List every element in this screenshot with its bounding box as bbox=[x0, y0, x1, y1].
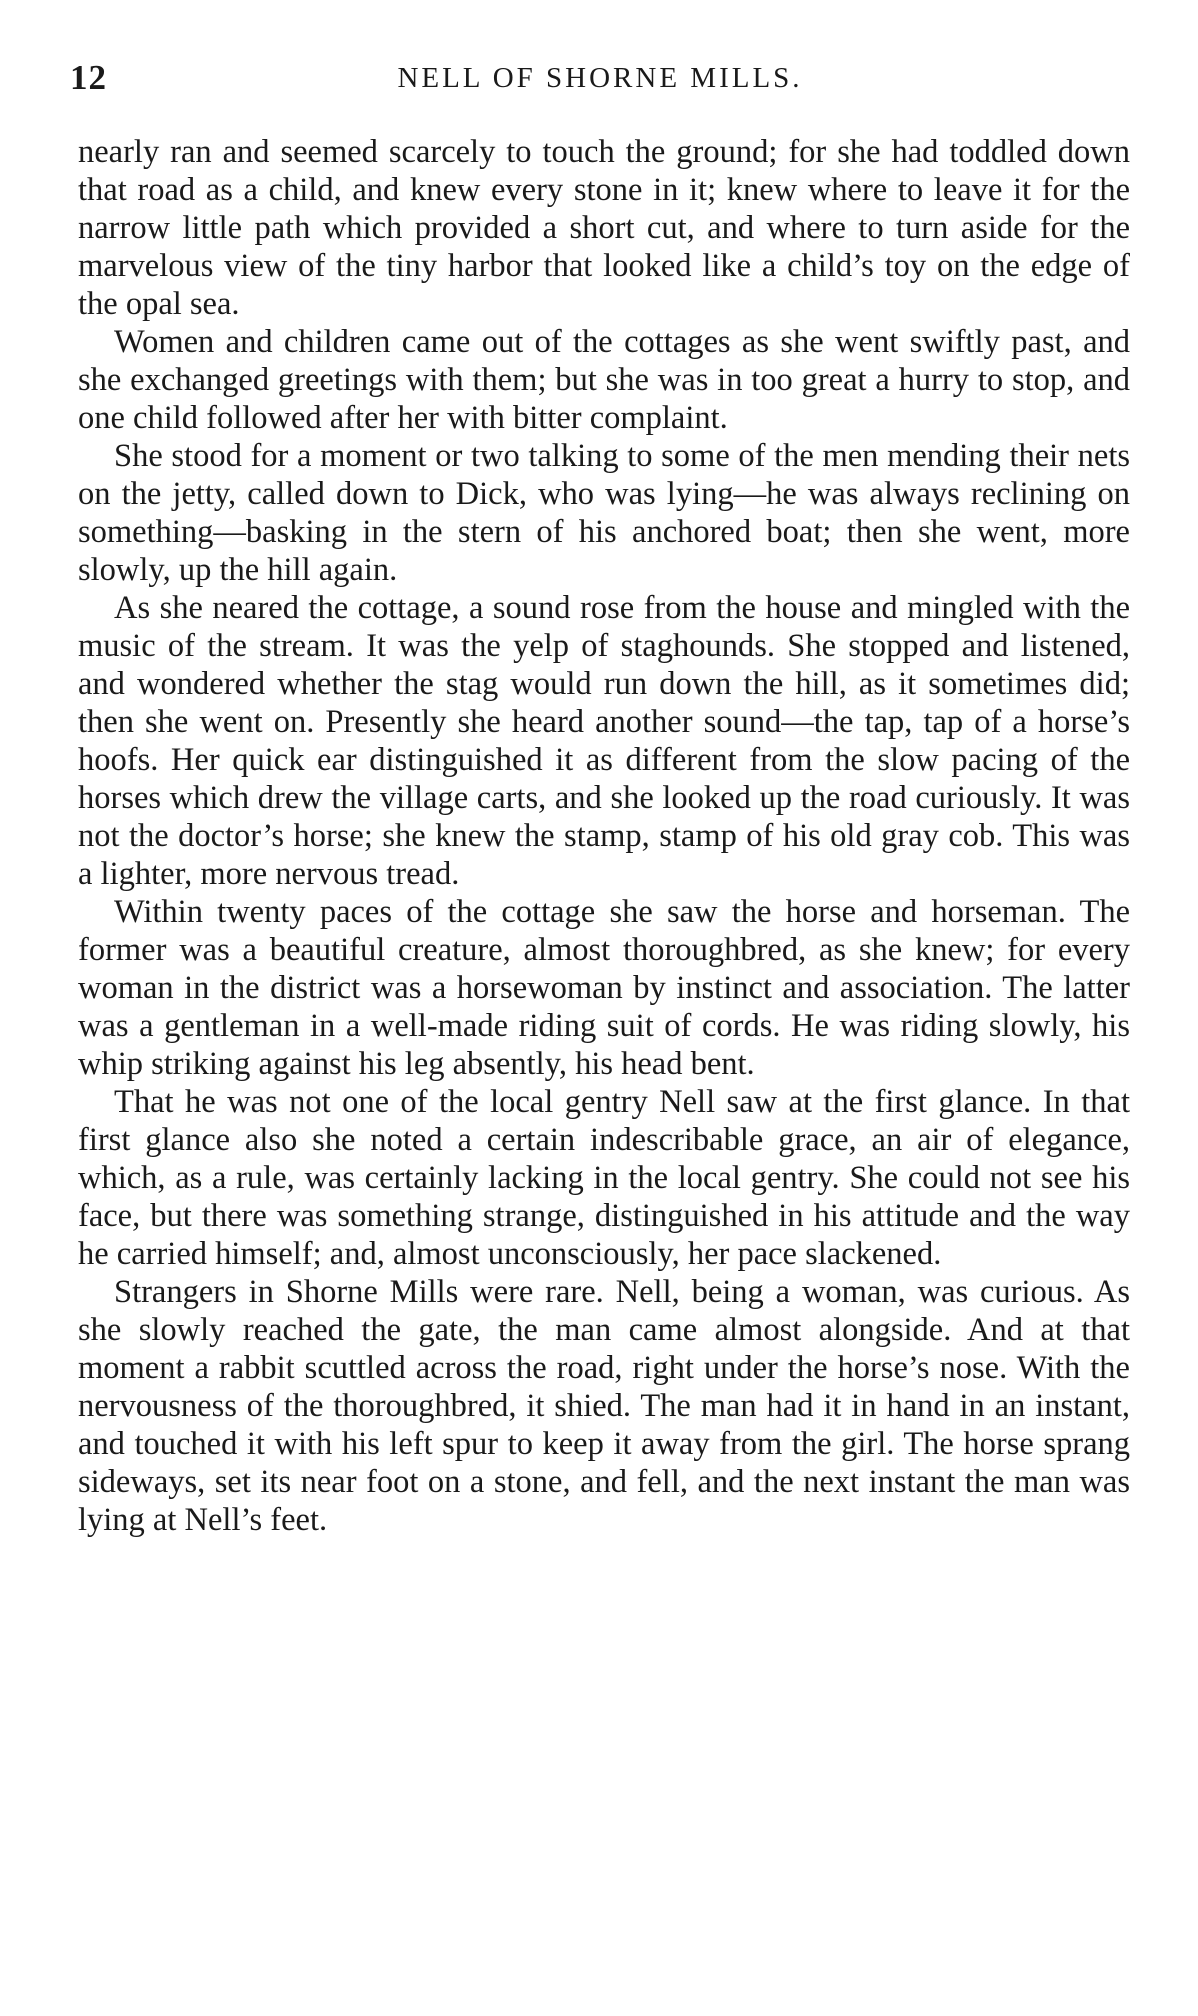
paragraph: As she neared the cottage, a sound rose from the house and mingled with the music of the stream. It was the yelp of staghounds. She stopped and listened, and wondered whether the stag would run down the hill, as it sometimes did; then she went on. Presently she heard another sound—the tap, tap of a horse’s hoofs. Her quick ear distinguished it as different from the slow pacing of the horses which drew the village carts, and she looked up the road curiously. It was not the doctor’s horse; she knew the stamp, stamp of his old gray cob. This was a lighter, more nervous tread. bbox=[78, 590, 1130, 892]
body-text bbox=[78, 133, 1130, 1539]
paragraph: Women and children came out of the cottages as she went swiftly past, and she exchanged greetings with them; but she was in too great a hurry to stop, and one child followed after her with bitter complaint. bbox=[78, 324, 1130, 436]
paragraph-continued: nearly ran and seemed scarcely to touch the ground; for she had toddled down that road as a child, and knew every stone in it; knew where to leave it for the narrow little path which provided a short cut, and where to turn aside for the marvelous view of the tiny harbor that looked like a child’s toy on the edge of the opal sea. bbox=[78, 134, 1130, 322]
paragraph: She stood for a moment or two talking to some of the men mending their nets on the jetty, called down to Dick, who was lying—he was always reclining on something—basking in the stern of his anchored boat; then she went, more slowly, up the hill again. bbox=[78, 438, 1130, 588]
paragraph: Strangers in Shorne Mills were rare. Nell, being a woman, was curious. As she slowly reached the gate, the man came almost alongside. And at that moment a rabbit scuttled across the road, right under the horse’s nose. With the nervousness of the thoroughbred, it shied. The man had it in hand in an instant, and touched it with his left spur to keep it away from the girl. The horse sprang sideways, set its near foot on a stone, and fell, and the next instant the man was lying at Nell’s feet. bbox=[78, 1274, 1130, 1538]
page-number: 12 bbox=[70, 58, 107, 97]
paragraph: Within twenty paces of the cottage she saw the horse and horseman. The former was a beautiful creature, almost thoroughbred, as she knew; for every woman in the district was a horsewoman by instinct and association. The latter was a gentleman in a well-made riding suit of cords. He was riding slowly, his whip striking against his leg absently, his head bent. bbox=[78, 894, 1130, 1082]
page-header bbox=[70, 58, 1130, 98]
paragraph: That he was not one of the local gentry Nell saw at the first glance. In that first glance also she noted a certain indescribable grace, an air of elegance, which, as a rule, was certainly lacking in the local gentry. She could not see his face, but there was something strange, distinguished in his attitude and the way he carried himself; and, almost unconsciously, her pace slackened. bbox=[78, 1084, 1130, 1272]
running-title: NELL OF SHORNE MILLS. bbox=[397, 62, 803, 94]
